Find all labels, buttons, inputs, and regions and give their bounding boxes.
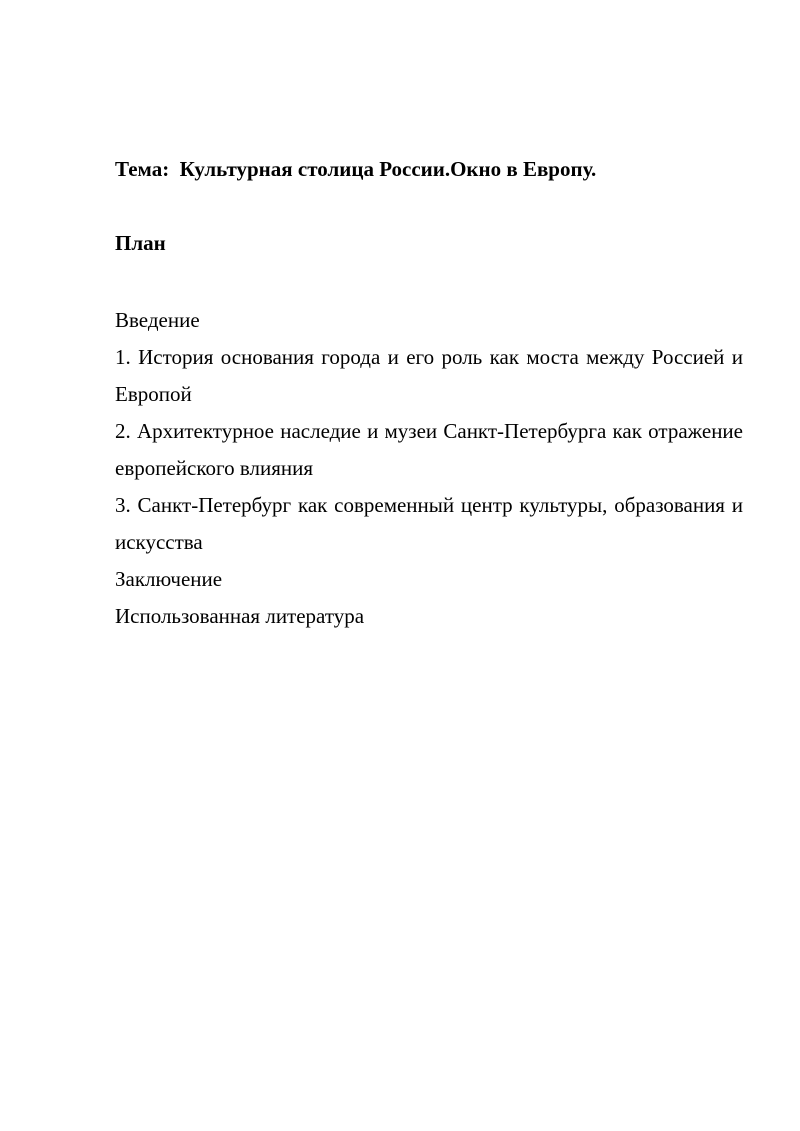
plan-heading: План [115,231,166,255]
plan-item-introduction: Введение [115,308,200,332]
plan-item-3: 3. Санкт-Петербург как современный центр культуры, образования и искусства [115,493,743,554]
plan-list [115,302,743,635]
document-topic: Тема: Культурная столица России.Окно в Европу. [115,157,597,181]
document-page [115,0,743,1131]
plan-item-references: Использованная литература [115,604,365,628]
plan-item-2: 2. Архитектурное наследие и музеи Санкт-Петербурга как отражение европейского влияния [115,419,743,480]
plan-item-conclusion: Заключение [115,567,223,591]
plan-item-1: 1. История основания города и его роль как моста между Россией и Европой [115,345,743,406]
